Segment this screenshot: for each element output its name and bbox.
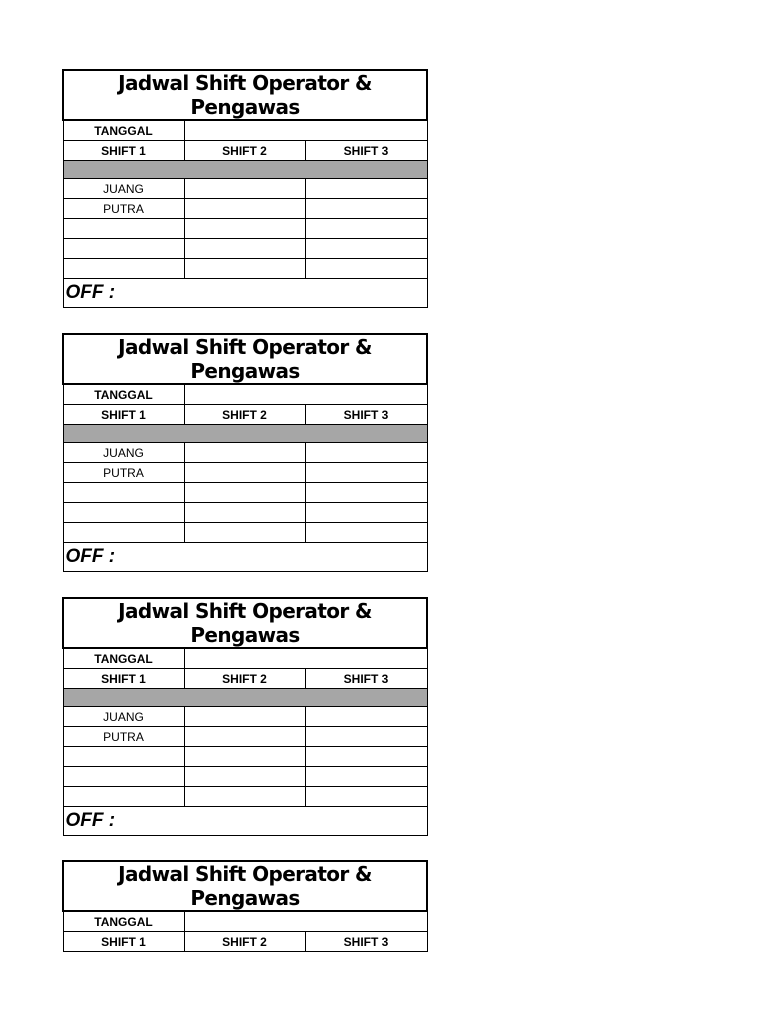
shift-3-cell[interactable] (305, 787, 427, 807)
table-row (63, 443, 427, 463)
schedule-block-4 (62, 860, 426, 952)
date-label: TANGGAL (63, 384, 184, 405)
shift-3-cell[interactable] (305, 707, 427, 727)
shift-2-cell[interactable] (184, 727, 305, 747)
shift-1-cell[interactable]: JUANG (63, 707, 184, 727)
shift-3-cell[interactable] (305, 523, 427, 543)
shift-2-cell[interactable] (184, 259, 305, 279)
date-label: TANGGAL (63, 120, 184, 141)
shift-2-cell[interactable] (184, 199, 305, 219)
schedule-title: Jadwal Shift Operator & Pengawas (63, 861, 427, 911)
grey-separator-row (63, 161, 427, 179)
shift-1-cell[interactable]: PUTRA (63, 199, 184, 219)
shift-2-cell[interactable] (184, 747, 305, 767)
shift-3-cell[interactable] (305, 727, 427, 747)
shift-1-cell[interactable] (63, 747, 184, 767)
shift-3-cell[interactable] (305, 767, 427, 787)
shift-2-header: SHIFT 2 (184, 405, 305, 425)
schedule-table (62, 69, 428, 308)
table-row (63, 727, 427, 747)
shift-2-header: SHIFT 2 (184, 932, 305, 952)
table-row (63, 259, 427, 279)
shift-3-cell[interactable] (305, 199, 427, 219)
table-row (63, 767, 427, 787)
shift-1-cell[interactable]: PUTRA (63, 463, 184, 483)
shift-2-cell[interactable] (184, 523, 305, 543)
date-value-cell[interactable] (184, 120, 427, 141)
table-row (63, 523, 427, 543)
shift-3-header: SHIFT 3 (305, 669, 427, 689)
table-row (63, 483, 427, 503)
schedule-table (62, 333, 428, 572)
schedule-table (62, 597, 428, 836)
shift-1-cell[interactable] (63, 483, 184, 503)
date-label: TANGGAL (63, 911, 184, 932)
table-row (63, 787, 427, 807)
date-value-cell[interactable] (184, 384, 427, 405)
shift-2-cell[interactable] (184, 219, 305, 239)
shift-1-cell[interactable] (63, 259, 184, 279)
shift-3-cell[interactable] (305, 463, 427, 483)
table-row (63, 463, 427, 483)
shift-3-cell[interactable] (305, 443, 427, 463)
shift-2-header: SHIFT 2 (184, 141, 305, 161)
shift-3-cell[interactable] (305, 483, 427, 503)
shift-1-header: SHIFT 1 (63, 669, 184, 689)
off-label: OFF : (63, 807, 427, 836)
shift-1-cell[interactable] (63, 239, 184, 259)
shift-1-header: SHIFT 1 (63, 932, 184, 952)
shift-1-header: SHIFT 1 (63, 405, 184, 425)
schedule-block-3 (62, 597, 426, 836)
schedule-table (62, 860, 428, 952)
table-row (63, 179, 427, 199)
shift-2-cell[interactable] (184, 767, 305, 787)
shift-2-cell[interactable] (184, 239, 305, 259)
shift-2-header: SHIFT 2 (184, 669, 305, 689)
date-value-cell[interactable] (184, 648, 427, 669)
shift-3-cell[interactable] (305, 179, 427, 199)
schedule-title: Jadwal Shift Operator & Pengawas (63, 598, 427, 648)
shift-1-cell[interactable] (63, 219, 184, 239)
shift-3-cell[interactable] (305, 259, 427, 279)
shift-2-cell[interactable] (184, 483, 305, 503)
shift-2-cell[interactable] (184, 179, 305, 199)
shift-1-cell[interactable] (63, 767, 184, 787)
schedule-block-2 (62, 333, 426, 572)
shift-2-cell[interactable] (184, 463, 305, 483)
shift-3-cell[interactable] (305, 239, 427, 259)
off-label: OFF : (63, 279, 427, 308)
shift-2-cell[interactable] (184, 707, 305, 727)
shift-2-cell[interactable] (184, 787, 305, 807)
table-row (63, 199, 427, 219)
table-row (63, 239, 427, 259)
off-label: OFF : (63, 543, 427, 572)
shift-3-cell[interactable] (305, 219, 427, 239)
shift-3-cell[interactable] (305, 747, 427, 767)
shift-3-header: SHIFT 3 (305, 932, 427, 952)
shift-1-cell[interactable]: JUANG (63, 179, 184, 199)
shift-3-cell[interactable] (305, 503, 427, 523)
table-row (63, 219, 427, 239)
schedule-block-1 (62, 69, 426, 308)
shift-3-header: SHIFT 3 (305, 141, 427, 161)
shift-1-header: SHIFT 1 (63, 141, 184, 161)
shift-1-cell[interactable] (63, 503, 184, 523)
table-row (63, 503, 427, 523)
date-label: TANGGAL (63, 648, 184, 669)
grey-separator-row (63, 425, 427, 443)
shift-2-cell[interactable] (184, 443, 305, 463)
shift-1-cell[interactable]: PUTRA (63, 727, 184, 747)
shift-3-header: SHIFT 3 (305, 405, 427, 425)
shift-1-cell[interactable]: JUANG (63, 443, 184, 463)
schedule-title: Jadwal Shift Operator & Pengawas (63, 334, 427, 384)
schedule-title: Jadwal Shift Operator & Pengawas (63, 70, 427, 120)
shift-2-cell[interactable] (184, 503, 305, 523)
shift-1-cell[interactable] (63, 523, 184, 543)
grey-separator-row (63, 689, 427, 707)
date-value-cell[interactable] (184, 911, 427, 932)
table-row (63, 707, 427, 727)
shift-1-cell[interactable] (63, 787, 184, 807)
table-row (63, 747, 427, 767)
